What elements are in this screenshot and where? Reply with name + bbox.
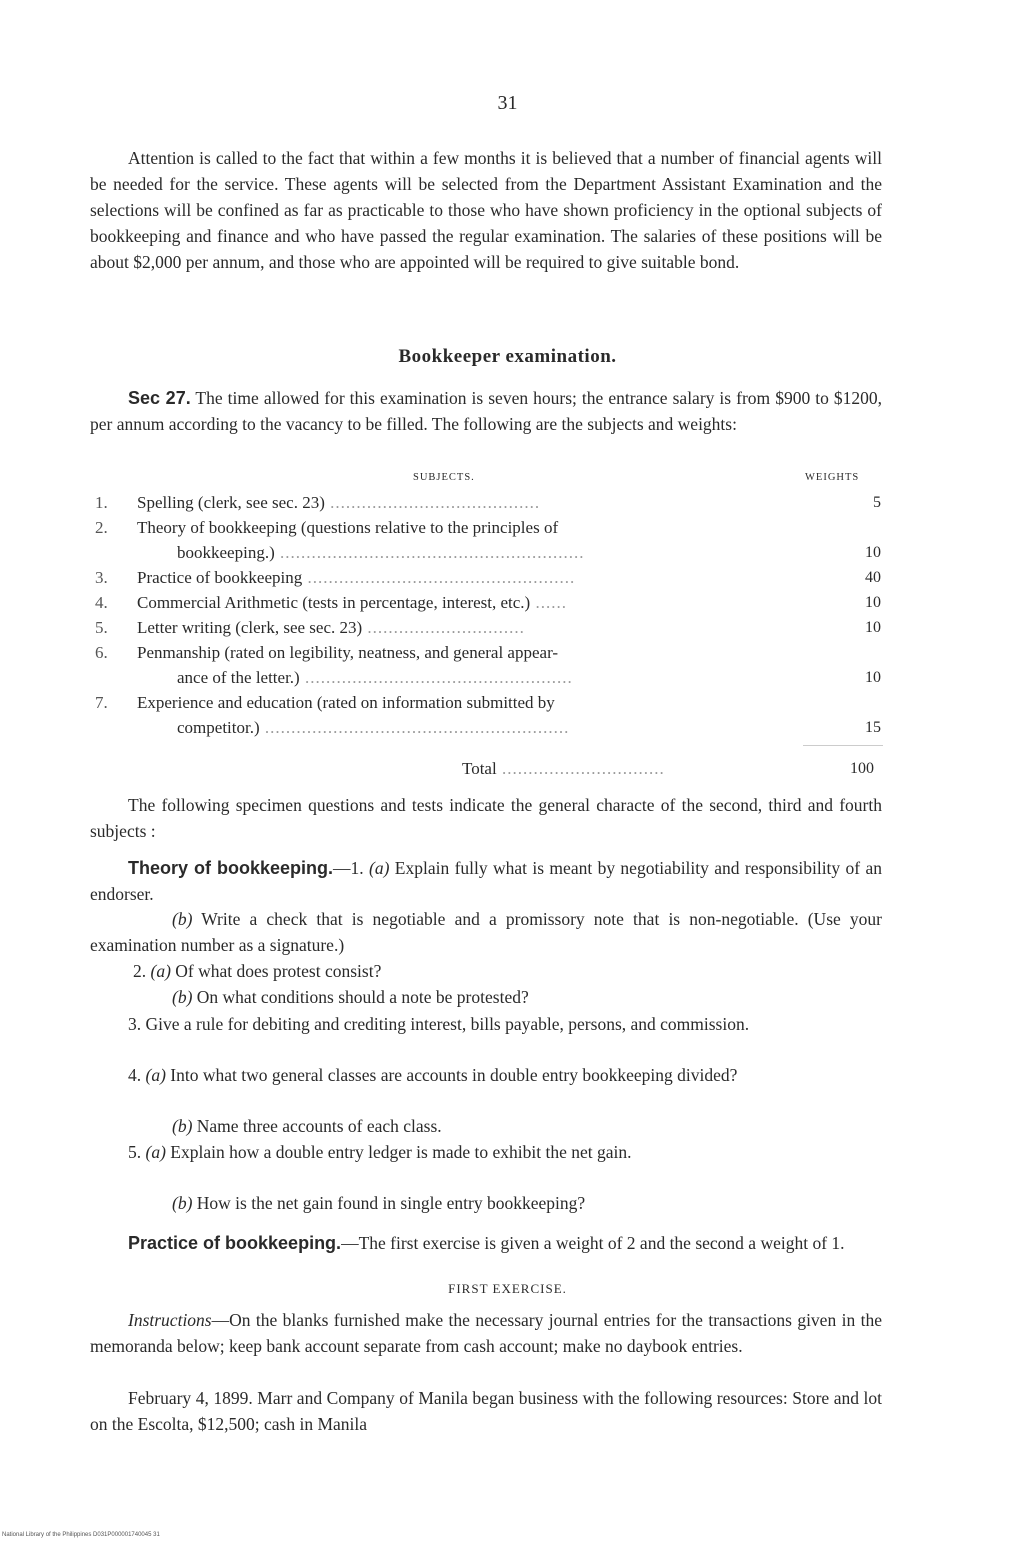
column-header-weights: WEIGHTS xyxy=(805,472,860,483)
row-number: 3. xyxy=(95,568,108,587)
sec27-label: Sec 27. xyxy=(128,388,191,408)
intro-paragraph: Attention is called to the fact that within a few months it is believed that a number of financial agents will be needed for the service. These agents will be selected from the Department Assistant Examination and the selections will be confined as far as practicable to those who have shown proficiency in the optional subjects of bookkeeping and finance and who have passed the regular examination. The salaries of these positions will be about $2,000 per annum, and those who are appointed will be required to give suitable bond. xyxy=(90,148,882,272)
total-value: 100 xyxy=(850,760,874,777)
table-row: 6. Penmanship (rated on legibility, neatness, and general appear- ance of the letter.) ................................................... 10 xyxy=(95,640,885,690)
row-number: 2. xyxy=(95,518,108,537)
practice-paragraph: Practice of bookkeeping.—The first exercise is given a weight of 2 and the second a weight of 1. xyxy=(128,1233,845,1253)
subjects-table xyxy=(95,490,885,740)
row-weight: 15 xyxy=(865,719,881,736)
footer-credit: National Library of the Philippines D031P000001740045 31 xyxy=(2,1532,160,1538)
row-weight: 10 xyxy=(865,669,881,686)
table-row: 5. Letter writing (clerk, see sec. 23) .............................. 10 xyxy=(95,615,885,640)
row-subject: Penmanship (rated on legibility, neatness, and general appear- xyxy=(137,643,559,662)
table-row: 7. Experience and education (rated on information submitted by competitor.) .......................................................... 15 xyxy=(95,690,885,740)
instructions-label: Instructions xyxy=(128,1310,212,1330)
theory-q5a: 5. (a) Explain how a double entry ledger is made to exhibit the net gain. xyxy=(128,1142,632,1162)
row-number: 5. xyxy=(95,618,108,637)
exercise-heading: FIRST EXERCISE. xyxy=(448,1281,567,1296)
table-row: 4. Commercial Arithmetic (tests in percentage, interest, etc.) ...... 10 xyxy=(95,590,885,615)
total-label: Total ............................... xyxy=(462,759,665,778)
theory-q5b: (b) How is the net gain found in single entry bookkeeping? xyxy=(172,1193,586,1213)
row-subject-continued: bookkeeping.) xyxy=(177,543,275,562)
february-paragraph: February 4, 1899. Marr and Company of Manila began business with the following resources: Store and lot on the Escolta, $12,500; cash in Manila xyxy=(90,1388,882,1434)
table-row: 2. Theory of bookkeeping (questions relative to the principles of bookkeeping.) .......................................................... 10 xyxy=(95,515,885,565)
table-row: 3. Practice of bookkeeping ................................................... 40 xyxy=(95,565,885,590)
row-subject-continued: competitor.) xyxy=(177,718,260,737)
theory-q4a: 4. (a) Into what two general classes are accounts in double entry bookkeeping divided? xyxy=(128,1065,738,1085)
theory-q1a: Theory of bookkeeping.—1. (a) Explain fully what is meant by negotiability and responsibility of an endorser. xyxy=(90,858,882,904)
row-number: 1. xyxy=(95,493,108,512)
row-weight: 10 xyxy=(865,544,881,561)
theory-q4b: (b) Name three accounts of each class. xyxy=(172,1116,442,1136)
total-rule xyxy=(803,745,883,746)
theory-q2b: (b) On what conditions should a note be protested? xyxy=(172,987,529,1007)
instructions-paragraph: Instructions—On the blanks furnished make the necessary journal entries for the transactions given in the memoranda below; keep bank account separate from cash account; make no daybook entries. xyxy=(90,1310,882,1356)
column-header-subjects: SUBJECTS. xyxy=(413,472,475,483)
row-weight: 10 xyxy=(865,619,881,636)
sec27-text: The time allowed for this examination is seven hours; the entrance salary is from $900 to $1200, per annum according to the vacancy to be filled. The following are the subjects and weights: xyxy=(90,388,882,434)
row-weight: 10 xyxy=(865,594,881,611)
sec27-paragraph xyxy=(90,385,882,437)
specimen-intro: The following specimen questions and tests indicate the general characte of the second, third and fourth subjects : xyxy=(90,795,882,841)
row-number: 6. xyxy=(95,643,108,662)
theory-q2a: 2. (a) Of what does protest consist? xyxy=(133,961,382,981)
row-subject-continued: ance of the letter.) xyxy=(177,668,300,687)
row-subject: Commercial Arithmetic (tests in percentage, interest, etc.) xyxy=(137,593,531,612)
theory-heading: Theory of bookkeeping. xyxy=(128,858,334,878)
row-weight: 5 xyxy=(873,494,881,511)
row-number: 7. xyxy=(95,693,108,712)
page-number: 31 xyxy=(497,92,518,114)
row-weight: 40 xyxy=(865,569,881,586)
table-row: 1. Spelling (clerk, see sec. 23) ........................................ 5 xyxy=(95,490,885,515)
row-subject: Spelling (clerk, see sec. 23) xyxy=(137,493,325,512)
theory-q1b: (b) Write a check that is negotiable and a promissory note that is non-negotiable. (Use your examination number as a signature.) xyxy=(90,909,882,955)
row-number: 4. xyxy=(95,593,108,612)
row-subject: Theory of bookkeeping (questions relative to the principles of xyxy=(137,518,559,537)
section-heading: Bookkeeper examination. xyxy=(398,346,617,367)
row-subject: Experience and education (rated on information submitted by xyxy=(137,693,555,712)
row-subject: Practice of bookkeeping xyxy=(137,568,303,587)
practice-heading: Practice of bookkeeping. xyxy=(128,1233,342,1253)
theory-q3: 3. Give a rule for debiting and crediting interest, bills payable, persons, and commission. xyxy=(128,1014,750,1034)
row-subject: Letter writing (clerk, see sec. 23) xyxy=(137,618,363,637)
